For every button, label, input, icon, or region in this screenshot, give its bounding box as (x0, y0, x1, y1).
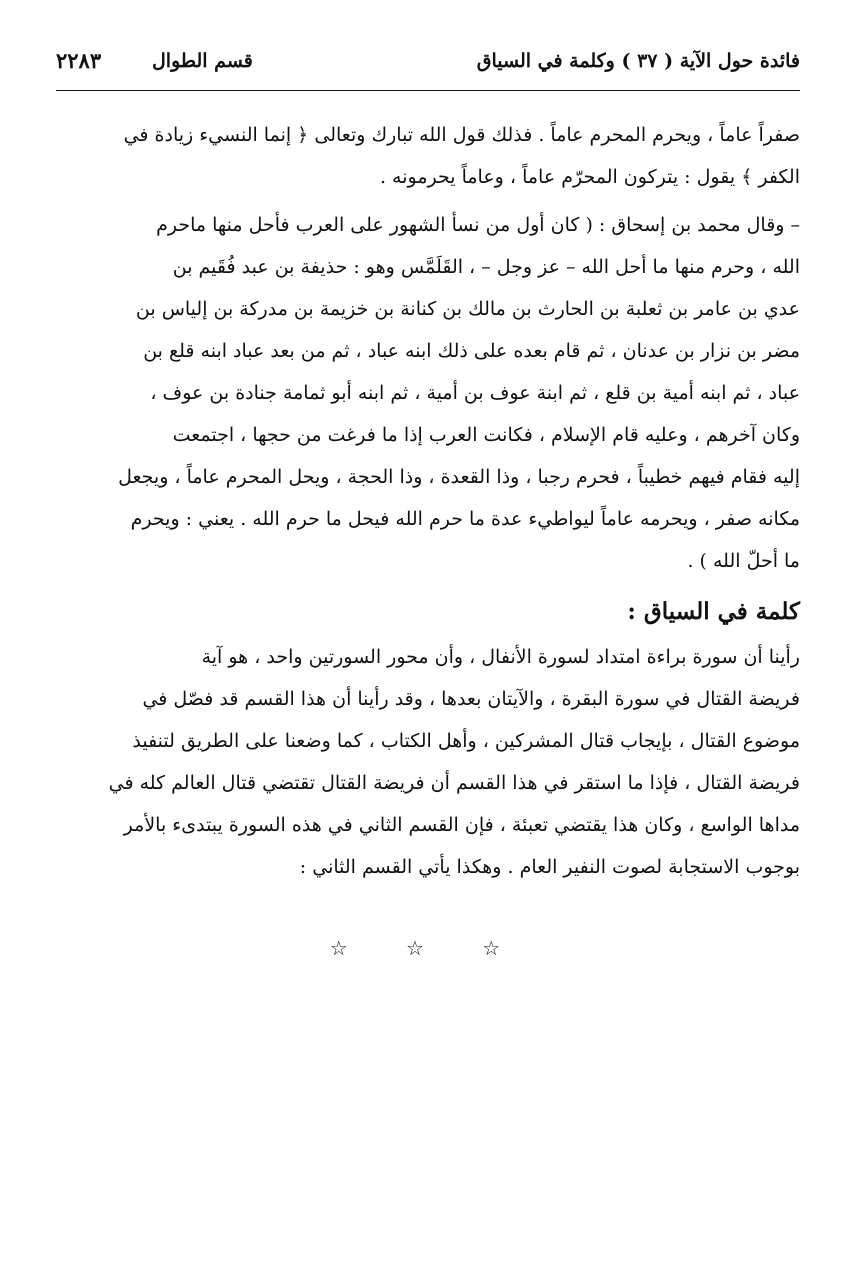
header-divider (56, 90, 800, 91)
paragraph-context (56, 636, 800, 888)
text-line: رأينا أن سورة براءة امتداد لسورة الأنفال ، وأن محور السورتين واحد ، هو آية (201, 646, 800, 668)
text-line: عدي بن عامر بن ثعلبة بن الحارث بن مالك بن كنانة بن خزيمة بن مدركة بن إلياس بن (135, 298, 800, 320)
running-title: فائدة حول الآية ( ٣٧ ) وكلمة في السياق (476, 50, 800, 72)
text-line: صفراً عاماً ، ويحرم المحرم عاماً . فذلك قول الله تبارك وتعالى ﴿ إنما النسيء زيادة في (123, 124, 800, 146)
paragraph-quran-commentary (56, 114, 800, 198)
section-heading: كلمة في السياق : (627, 598, 800, 625)
text-line: مداها الواسع ، وكان هذا يقتضي تعبئة ، فإن القسم الثاني في هذه السورة يبتدىء بالأمر (123, 814, 800, 836)
text-line: مكانه صفر ، ويحرمه عاماً ليواطيء عدة ما حرم الله فيحل ما حرم الله . يعني : ويحرم (130, 508, 800, 530)
page-header (56, 44, 800, 88)
section-name: قسم الطوال (152, 50, 253, 72)
text-line: الكفر ﴾ يقول : يتركون المحرّم عاماً ، وعاماً يحرمونه . (379, 166, 800, 188)
paragraph-ibn-ishaq (56, 204, 800, 582)
page-body (56, 114, 800, 888)
page-number: ٢٢٨٣ (56, 48, 102, 73)
text-line: – وقال محمد بن إسحاق : ( كان أول من نسأ الشهور على العرب فأحل منها ماحرم (156, 214, 800, 236)
text-line: عباد ، ثم ابنه أمية بن قلع ، ثم ابنة عوف بن أمية ، ثم ابنه أبو ثمامة جنادة بن عوف ، (150, 382, 800, 404)
text-line: الله ، وحرم منها ما أحل الله – عز وجل – ، القَلَمَّس وهو : حذيفة بن عبد فُقَيم بن (172, 256, 800, 278)
text-line: مضر بن نزار بن عدنان ، ثم قام بعده على ذلك ابنه عباد ، ثم من بعد عباد ابنه قلع بن (143, 340, 800, 362)
text-line: وكان آخرهم ، وعليه قام الإسلام ، فكانت العرب إذا ما فرغت من حجها ، اجتمعت (172, 424, 800, 446)
text-line: إليه فقام فيهم خطيباً ، فحرم رجبا ، وذا القعدة ، وذا الحجة ، ويحل المحرم عاماً ، ويجعل (118, 466, 800, 488)
text-line: فريضة القتال ، فإذا ما استقر في هذا القسم أن فريضة القتال تقتضي قتال العالم كله في (108, 772, 800, 794)
text-line: ما أحلّ الله ) . (687, 550, 800, 572)
section-separator-stars: ☆ ☆ ☆ (329, 936, 527, 960)
text-line: بوجوب الاستجابة لصوت النفير العام . وهكذا يأتي القسم الثاني : (299, 856, 800, 878)
text-line: فريضة القتال في سورة البقرة ، والآيتان بعدها ، وقد رأينا أن هذا القسم قد فصّل في (142, 688, 800, 710)
text-line: موضوع القتال ، بإيجاب قتال المشركين ، وأهل الكتاب ، كما وضعنا على الطريق لتنفيذ (132, 730, 800, 752)
